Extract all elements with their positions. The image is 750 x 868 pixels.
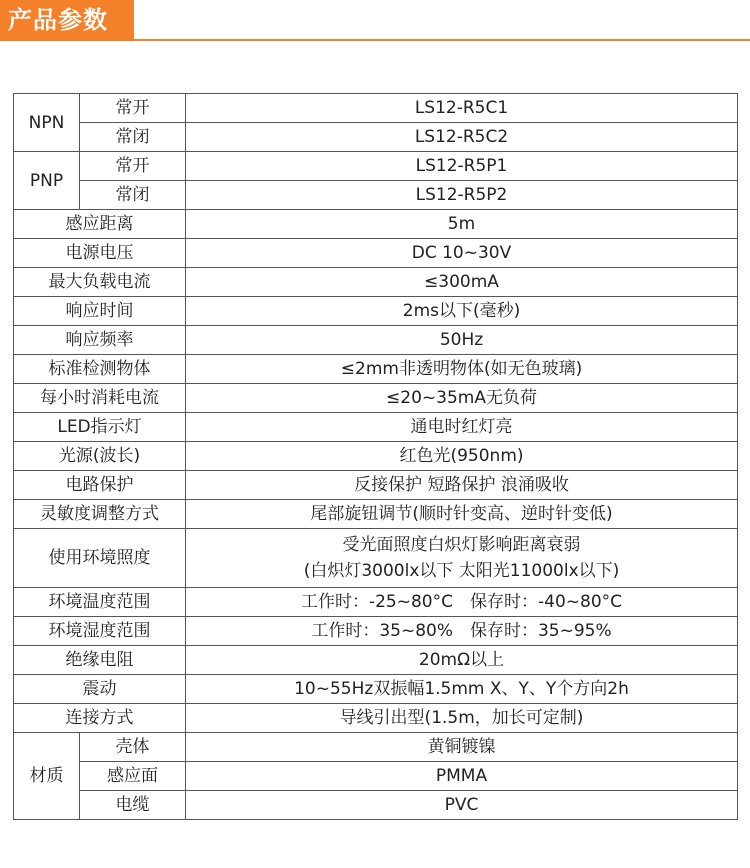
row-value: 红色光(950nm) [186,442,738,471]
pnp-nc-label: 常闭 [80,181,186,210]
material-item-value: PVC [186,791,738,820]
row-label: 电源电压 [14,239,186,268]
material-item-label: 电缆 [80,791,186,820]
row-value: 反接保护 短路保护 浪涌吸收 [186,471,738,500]
table-row [14,297,738,326]
table-row [14,181,738,210]
material-item-value: 黄铜镀镍 [186,733,738,762]
material-item-value: PMMA [186,762,738,791]
table-row [14,588,738,617]
table-row [14,500,738,529]
table-row [14,791,738,820]
table-row [14,442,738,471]
table-row [14,646,738,675]
table-row [14,384,738,413]
illum-line-2: (白炽灯3000lx以下 太阳光11000lx以下) [303,561,620,581]
row-value: 10~55Hz双振幅1.5mm X、Y、Y个方向2h [186,675,738,704]
row-label: 电路保护 [14,471,186,500]
table-row [14,268,738,297]
row-label: 环境湿度范围 [14,617,186,646]
table-row [14,704,738,733]
table-row [14,210,738,239]
spec-table [13,93,738,820]
table-row [14,123,738,152]
row-value: ≤300mA [186,268,738,297]
row-label: 响应时间 [14,297,186,326]
material-item-label: 壳体 [80,733,186,762]
row-value: DC 10~30V [186,239,738,268]
table-row [14,733,738,762]
table-row [14,326,738,355]
table-row [14,762,738,791]
row-label: 最大负载电流 [14,268,186,297]
pnp-no-label: 常开 [80,152,186,181]
row-value: ≤2mm非透明物体(如无色玻璃) [186,355,738,384]
title-underline [0,39,750,41]
table-row [14,617,738,646]
pnp-nc-value: LS12-R5P2 [186,181,738,210]
table-row [14,355,738,384]
row-label: 灵敏度调整方式 [14,500,186,529]
illum-label: 使用环境照度 [14,529,186,588]
table-row [14,239,738,268]
row-value: 尾部旋钮调节(顺时针变高、逆时针变低) [186,500,738,529]
row-label: 环境温度范围 [14,588,186,617]
row-value: 工作时：35~80% 保存时：35~95% [186,617,738,646]
material-item-label: 感应面 [80,762,186,791]
row-value: ≤20~35mA无负荷 [186,384,738,413]
row-value: 2ms以下(毫秒) [186,297,738,326]
row-value: 20mΩ以上 [186,646,738,675]
row-label: 标准检测物体 [14,355,186,384]
npn-label: NPN [14,94,80,152]
row-value: 5m [186,210,738,239]
row-label: LED指示灯 [14,413,186,442]
table-row [14,529,738,588]
row-value: 导线引出型(1.5m，加长可定制) [186,704,738,733]
row-label: 连接方式 [14,704,186,733]
npn-nc-label: 常闭 [80,123,186,152]
table-row [14,413,738,442]
pnp-no-value: LS12-R5P1 [186,152,738,181]
npn-no-label: 常开 [80,94,186,123]
row-value: 50Hz [186,326,738,355]
table-row [14,675,738,704]
table-row [14,471,738,500]
table-row [14,152,738,181]
row-label: 震动 [14,675,186,704]
section-title: 产品参数 [8,6,108,34]
section-title-banner [0,0,134,40]
npn-nc-value: LS12-R5C2 [186,123,738,152]
table-row [14,94,738,123]
row-label: 响应频率 [14,326,186,355]
material-label: 材质 [14,733,80,820]
pnp-label: PNP [14,152,80,210]
row-label: 光源(波长) [14,442,186,471]
npn-no-value: LS12-R5C1 [186,94,738,123]
row-label: 感应距离 [14,210,186,239]
row-label: 每小时消耗电流 [14,384,186,413]
row-value: 工作时：-25~80°C 保存时：-40~80°C [186,588,738,617]
illum-value [186,529,738,588]
row-label: 绝缘电阻 [14,646,186,675]
illum-line-1: 受光面照度白炽灯影响距离衰弱 [342,535,581,555]
row-value: 通电时红灯亮 [186,413,738,442]
